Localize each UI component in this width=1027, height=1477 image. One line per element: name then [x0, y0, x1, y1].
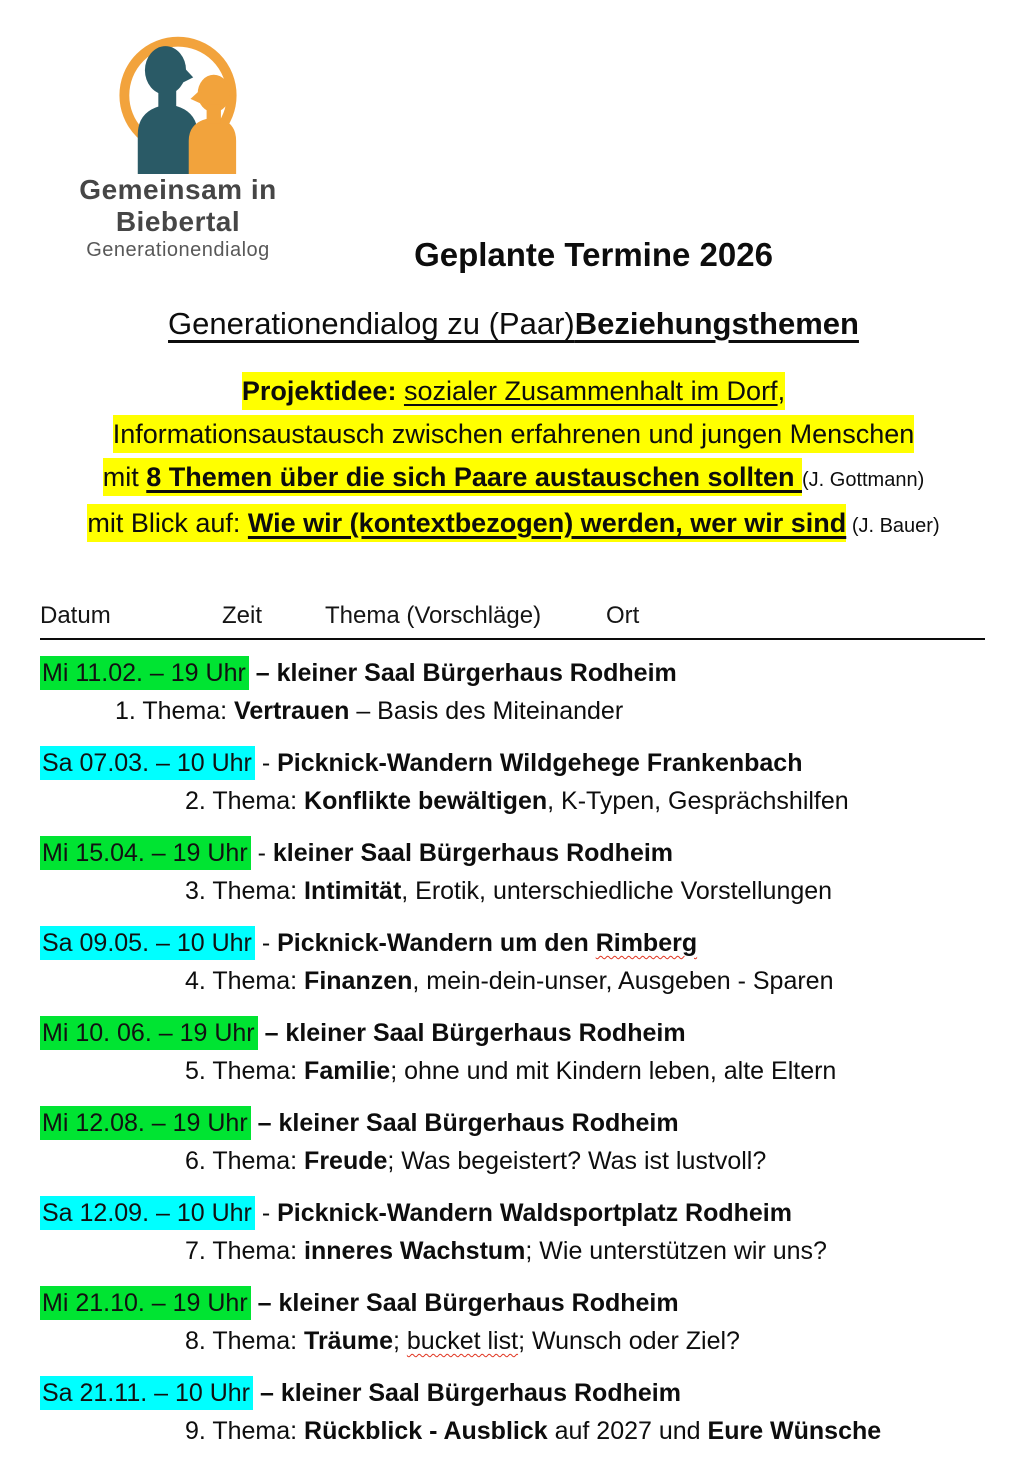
- entry-date-time: Mi 11.02. – 19 Uhr: [40, 656, 249, 690]
- text-segment: Generationendialog zu (Paar): [168, 306, 575, 341]
- text-segment: – kleiner Saal Bürgerhaus Rodheim: [264, 1019, 686, 1047]
- entry-head: [40, 654, 1027, 692]
- schedule-entry: [40, 834, 1027, 910]
- entry-date-time: Sa 07.03. – 10 Uhr: [40, 746, 255, 780]
- schedule-entry: [40, 744, 1027, 820]
- entry-location: [262, 749, 803, 777]
- text-segment: -: [261, 1199, 278, 1227]
- entry-theme: [115, 692, 1027, 730]
- text-segment: ; Wie unterstützen wir uns?: [525, 1237, 827, 1265]
- schedule-list: [40, 654, 1027, 1450]
- text-segment: sozialer Zusammenhalt im Dorf: [404, 372, 778, 410]
- text-segment: (J. Gottmann): [801, 469, 925, 491]
- text-segment: Finanzen: [304, 967, 413, 995]
- entry-date-time: Mi 15.04. – 19 Uhr: [40, 836, 251, 870]
- entry-theme: [185, 1052, 1027, 1090]
- text-segment: Rückblick - Ausblick: [304, 1417, 548, 1445]
- logo-text-line2: Biebertal: [115, 206, 241, 237]
- text-segment: , mein-dein-unser, Ausgeben - Sparen: [412, 967, 834, 995]
- text-segment: Freude: [304, 1147, 388, 1175]
- entry-head: [40, 744, 1027, 782]
- intro-line: [0, 502, 1027, 548]
- schedule-entry: [40, 1194, 1027, 1270]
- text-segment: Beziehungsthemen: [574, 306, 859, 341]
- schedule-entry: [40, 654, 1027, 730]
- text-segment: Rimberg: [595, 929, 698, 957]
- text-segment: Picknick-Wandern Waldsportplatz Rodheim: [277, 1199, 792, 1227]
- text-segment: Projektidee:: [242, 372, 404, 410]
- schedule-entry: [40, 924, 1027, 1000]
- table-header: [40, 600, 985, 640]
- text-segment: Picknick-Wandern Wildgehege Frankenbach: [277, 749, 803, 777]
- entry-theme: [185, 872, 1027, 910]
- logo-text-line1: Gemeinsam in: [79, 174, 277, 205]
- schedule-entry: [40, 1284, 1027, 1360]
- column-header-ort: Ort: [606, 602, 640, 629]
- text-segment: , Erotik, unterschiedliche Vorstellungen: [401, 877, 833, 905]
- text-segment: ; Wunsch oder Ziel?: [518, 1327, 740, 1355]
- entry-head: [40, 1014, 1027, 1052]
- entry-date-time: Mi 12.08. – 19 Uhr: [40, 1106, 251, 1140]
- entry-location: [262, 929, 697, 957]
- text-segment: Intimität: [304, 877, 402, 905]
- text-segment: kleiner Saal Bürgerhaus Rodheim: [272, 839, 674, 867]
- text-segment: mit Blick auf:: [87, 504, 248, 542]
- entry-head: [40, 1194, 1027, 1232]
- text-segment: 3. Thema:: [185, 877, 305, 905]
- text-segment: bucket list: [406, 1327, 519, 1355]
- text-segment: Informationsaustausch zwischen erfahrenen und jungen Menschen: [113, 415, 915, 453]
- page-subtitle: [168, 306, 859, 341]
- entry-date-time: Mi 10. 06. – 19 Uhr: [40, 1016, 258, 1050]
- text-segment: -: [257, 839, 273, 867]
- entry-theme: [185, 1322, 1027, 1360]
- column-header-thema: Thema (Vorschläge): [325, 602, 542, 629]
- entry-date-time: Sa 21.11. – 10 Uhr: [40, 1376, 253, 1410]
- text-segment: 8 Themen über die sich Paare austauschen sollten: [146, 458, 802, 496]
- text-segment: , K-Typen, Gesprächshilfen: [547, 787, 849, 815]
- entry-theme: [185, 782, 1027, 820]
- column-header-zeit: Zeit: [222, 602, 263, 629]
- subtitle-row: [0, 304, 1027, 344]
- entry-location: [258, 839, 673, 867]
- entry-theme: [185, 1142, 1027, 1180]
- text-segment: – kleiner Saal Bürgerhaus Rodheim: [257, 1109, 679, 1137]
- entry-head: [40, 1104, 1027, 1142]
- entry-head: [40, 834, 1027, 872]
- entry-location: [262, 1199, 792, 1227]
- entry-location: [258, 1289, 679, 1317]
- text-segment: Träume: [304, 1327, 393, 1355]
- entry-location: [256, 659, 677, 687]
- text-segment: 5. Thema:: [185, 1057, 305, 1085]
- text-segment: 4. Thema:: [185, 967, 305, 995]
- schedule-entry: [40, 1014, 1027, 1090]
- title-row: [0, 236, 1027, 274]
- text-segment: 6. Thema:: [185, 1147, 305, 1175]
- text-segment: Picknick-Wandern um den: [277, 929, 596, 957]
- entry-date-time: Mi 21.10. – 19 Uhr: [40, 1286, 251, 1320]
- logo-text-line3: Generationendialog: [86, 239, 270, 261]
- text-segment: inneres Wachstum: [304, 1237, 526, 1265]
- text-segment: 2. Thema:: [185, 787, 305, 815]
- text-segment: 9. Thema:: [185, 1417, 305, 1445]
- entry-head: [40, 1374, 1027, 1412]
- text-segment: ;: [392, 1327, 407, 1355]
- intro-line: [0, 413, 1027, 456]
- text-segment: – kleiner Saal Bürgerhaus Rodheim: [255, 659, 677, 687]
- text-segment: – kleiner Saal Bürgerhaus Rodheim: [259, 1379, 681, 1407]
- text-segment: (J. Bauer): [846, 515, 940, 537]
- entry-theme: [185, 1412, 1027, 1450]
- schedule-entry: [40, 1104, 1027, 1180]
- entry-head: [40, 1284, 1027, 1322]
- schedule-entry: [40, 1374, 1027, 1450]
- intro-paragraph: [0, 370, 1027, 548]
- entry-head: [40, 924, 1027, 962]
- text-segment: mit: [103, 458, 147, 496]
- text-segment: auf 2027 und: [547, 1417, 708, 1445]
- text-segment: Familie: [304, 1057, 391, 1085]
- text-segment: Eure Wünsche: [707, 1417, 882, 1445]
- column-header-datum: Datum: [40, 602, 111, 629]
- page-title: Geplante Termine 2026: [414, 236, 773, 273]
- entry-date-time: Sa 12.09. – 10 Uhr: [40, 1196, 255, 1230]
- text-segment: Vertrauen: [234, 697, 350, 725]
- text-segment: Wie wir (kontextbezogen) werden, wer wir sind: [248, 504, 846, 542]
- text-segment: ; ohne und mit Kindern leben, alte Eltern: [390, 1057, 837, 1085]
- text-segment: Konflikte bewältigen: [304, 787, 548, 815]
- entry-location: [258, 1109, 679, 1137]
- intro-line: [0, 456, 1027, 502]
- entry-location: [265, 1019, 686, 1047]
- entry-theme: [185, 1232, 1027, 1270]
- text-segment: ; Was begeistert? Was ist lustvoll?: [387, 1147, 767, 1175]
- text-segment: -: [261, 749, 278, 777]
- entry-theme: [185, 962, 1027, 1000]
- text-segment: -: [261, 929, 278, 957]
- text-segment: – Basis des Miteinander: [349, 697, 624, 725]
- intro-line: [0, 370, 1027, 413]
- entry-date-time: Sa 09.05. – 10 Uhr: [40, 926, 255, 960]
- text-segment: – kleiner Saal Bürgerhaus Rodheim: [257, 1289, 679, 1317]
- text-segment: ,: [778, 372, 786, 410]
- entry-location: [260, 1379, 681, 1407]
- text-segment: 7. Thema:: [185, 1237, 305, 1265]
- text-segment: 1. Thema:: [115, 697, 235, 725]
- text-segment: 8. Thema:: [185, 1327, 305, 1355]
